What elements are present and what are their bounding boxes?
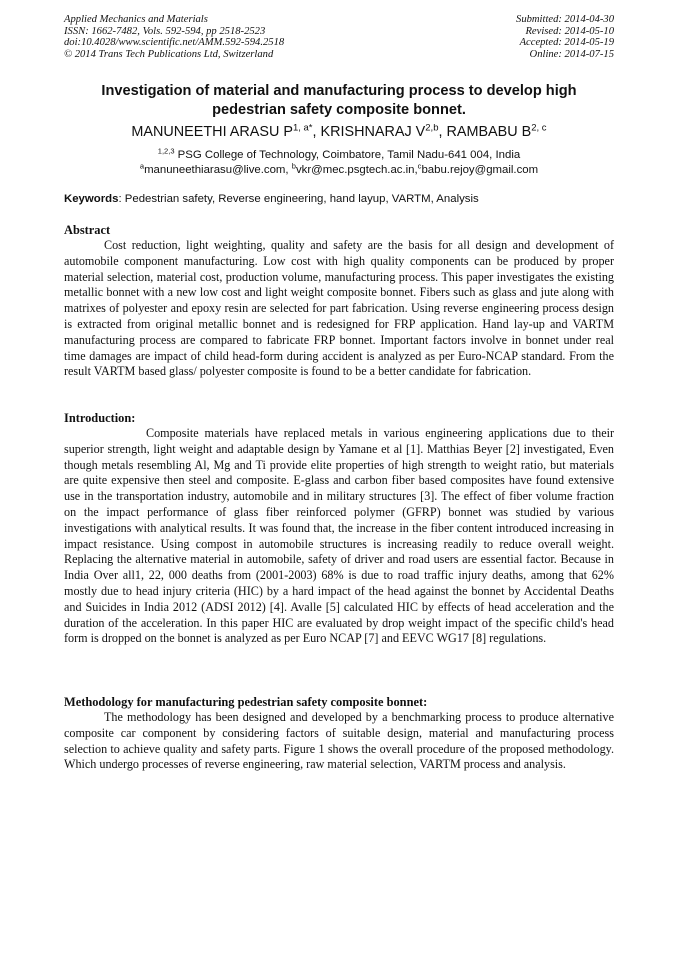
methodology-heading: Methodology for manufacturing pedestrian safety composite bonnet: xyxy=(64,695,428,709)
date-online: Online: 2014-07-15 xyxy=(529,48,614,60)
keywords-text: : Pedestrian safety, Reverse engineering, hand layup, VARTM, Analysis xyxy=(118,193,479,205)
journal-name: Applied Mechanics and Materials xyxy=(64,14,208,25)
author-email[interactable]: manuneethiarasu@live.com, xyxy=(144,163,292,176)
date-accepted: Accepted: 2014-05-19 xyxy=(519,37,614,49)
author-list xyxy=(40,123,638,141)
author-email[interactable]: babu.rejoy@gmail.com xyxy=(421,163,539,176)
abstract-section xyxy=(64,223,614,380)
date-revised: Revised: 2014-05-10 xyxy=(525,25,614,37)
methodology-body: The methodology has been designed and developed by a benchmarking process to produce alternative composite car component by considering factors of suitable design, material and manufacturing process selection to achieve quality and safety parts. Figure 1 shows the overall procedure of the proposed methodology. Which undergo processes of reverse engineering, raw material selection, VARTM process and analysis. xyxy=(64,710,614,772)
institution-superscript: 1,2,3 xyxy=(157,146,175,156)
email-superscript: a xyxy=(139,161,145,170)
publication-dates xyxy=(516,14,614,60)
author-separator: , xyxy=(312,124,321,140)
author-superscript: 2, c xyxy=(531,122,547,134)
keywords-label: Keywords xyxy=(64,193,119,205)
author-name: MANUNEETHI ARASU P xyxy=(131,124,293,140)
email-superscript: b xyxy=(291,161,296,170)
keywords-line xyxy=(64,192,614,207)
introduction-body: Composite materials have replaced metals in various engineering applications due to their superior strength, light weight and adaptable design by Yamane et al [1]. Matthias Beyer [2] investigated, Even though metals resembling Al, Mg and Ti provide elite properties of high strength to weight ratio, but materials are quite expensive then steel and composite. E-glass and carbon fiber based composites have found extensive use in the transportation industry, automobile and in military structures [3]. The effect of fiber volume fraction on the impact performance of glass fiber reinforced polymer (GFRP) bonnet was studied by various investigations with analytical results. It was found that, the increase in the fiber content introduced increasing in impact resistance. Using compost in automobile structures is increasing readily to reduce overall weight. Replacing the alternative material in automobile, safety of driver and road users are essential factor. Because in India Over all1, 22, 000 deaths from (2001-2003) 68% is due to road traffic injury deaths, among that 62% mostly due to head injury criteria (HIC) by a hard impact of the head against the bonnet by Accidental Deaths and Suicides in India 2012 (ADSI 2012) [4]. Avalle [5] calculated HIC by effects of head acceleration and the duration of the acceleration. In this paper HIC are evaluated by drop weight impact of the specific child's head form is dropped on the bonnet is analyzed as per Euro NCAP [7] and EEVC WG17 [8] regulations. xyxy=(64,426,614,646)
date-submitted: Submitted: 2014-04-30 xyxy=(516,14,614,25)
author-name: KRISHNARAJ V xyxy=(320,124,426,140)
abstract-body: Cost reduction, light weighting, quality and safety are the basis for all design and development of automobile component manufacturing. Low cost with high quality components can be produced by proper material selection, material cost, production volume, manufacturing process. This paper investigates the existing metallic bonnet with a new low cost and light weight composite bonnet. Fibers such as glass and jute along with matrixes of polyester and epoxy resin are selected for part fabrication. Using reverse engineering process design is extracted from original metallic bonnet and is redesigned for FRP application. Hand lay-up and VARTM manufacturing process are compared to fabricate FRP bonnet. Important factors involve in bonnet under real time damages are impact of child head-form during accident is analyzed as per Euro-NCAP standard. From the result VARTM based glass/ polyester composite is found to be a better candidate for fabrication. xyxy=(64,238,614,379)
abstract-heading: Abstract xyxy=(64,223,111,237)
methodology-section xyxy=(64,695,614,773)
author-superscript: 1, a* xyxy=(292,122,313,134)
institution-line xyxy=(40,148,638,163)
email-line xyxy=(40,163,638,178)
email-superscript: c xyxy=(417,161,422,170)
introduction-section xyxy=(64,411,614,647)
author-separator: , xyxy=(438,124,447,140)
author-name: RAMBABU B xyxy=(446,124,532,140)
paper-title: Investigation of material and manufacturing process to develop high pedestrian safety composite bonnet. xyxy=(101,83,577,118)
author-superscript: 2,b xyxy=(425,122,439,134)
journal-doi: doi:10.4028/www.scientific.net/AMM.592-594.2518 xyxy=(64,37,285,49)
journal-issn: ISSN: 1662-7482, Vols. 592-594, pp 2518-2523 xyxy=(64,25,266,37)
institution-text: PSG College of Technology, Coimbatore, Tamil Nadu-641 004, India xyxy=(174,149,521,161)
introduction-heading: Introduction: xyxy=(64,411,136,425)
author-email[interactable]: vkr@mec.psgtech.ac.in, xyxy=(295,163,418,176)
affiliation-block xyxy=(40,148,638,177)
journal-info xyxy=(64,14,284,60)
journal-copyright: © 2014 Trans Tech Publications Ltd, Switzerland xyxy=(64,48,274,60)
